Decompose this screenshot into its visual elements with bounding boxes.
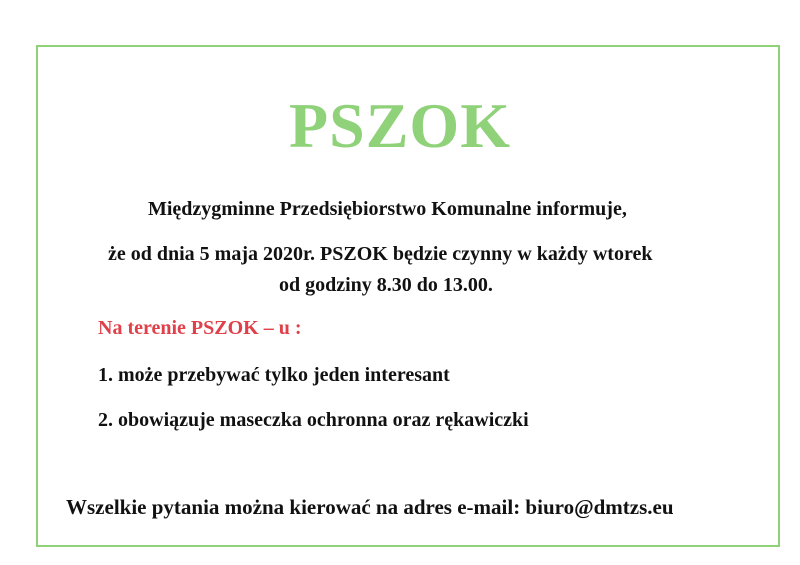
- rule-item-1: 1. może przebywać tylko jeden interesant: [98, 364, 450, 386]
- notice-title: PSZOK: [289, 90, 511, 161]
- notice-line-3: od godziny 8.30 do 13.00.: [279, 274, 493, 296]
- rule-item-2: 2. obowiązuje maseczka ochronna oraz rękawiczki: [98, 409, 529, 431]
- contact-footer: Wszelkie pytania można kierować na adres e-mail: biuro@dmtzs.eu: [66, 495, 674, 519]
- warning-heading: Na terenie PSZOK – u :: [98, 317, 302, 339]
- notice-line-2: że od dnia 5 maja 2020r. PSZOK będzie czynny w każdy wtorek: [108, 243, 653, 265]
- notice-line-1: Międzygminne Przedsiębiorstwo Komunalne informuje,: [148, 198, 627, 220]
